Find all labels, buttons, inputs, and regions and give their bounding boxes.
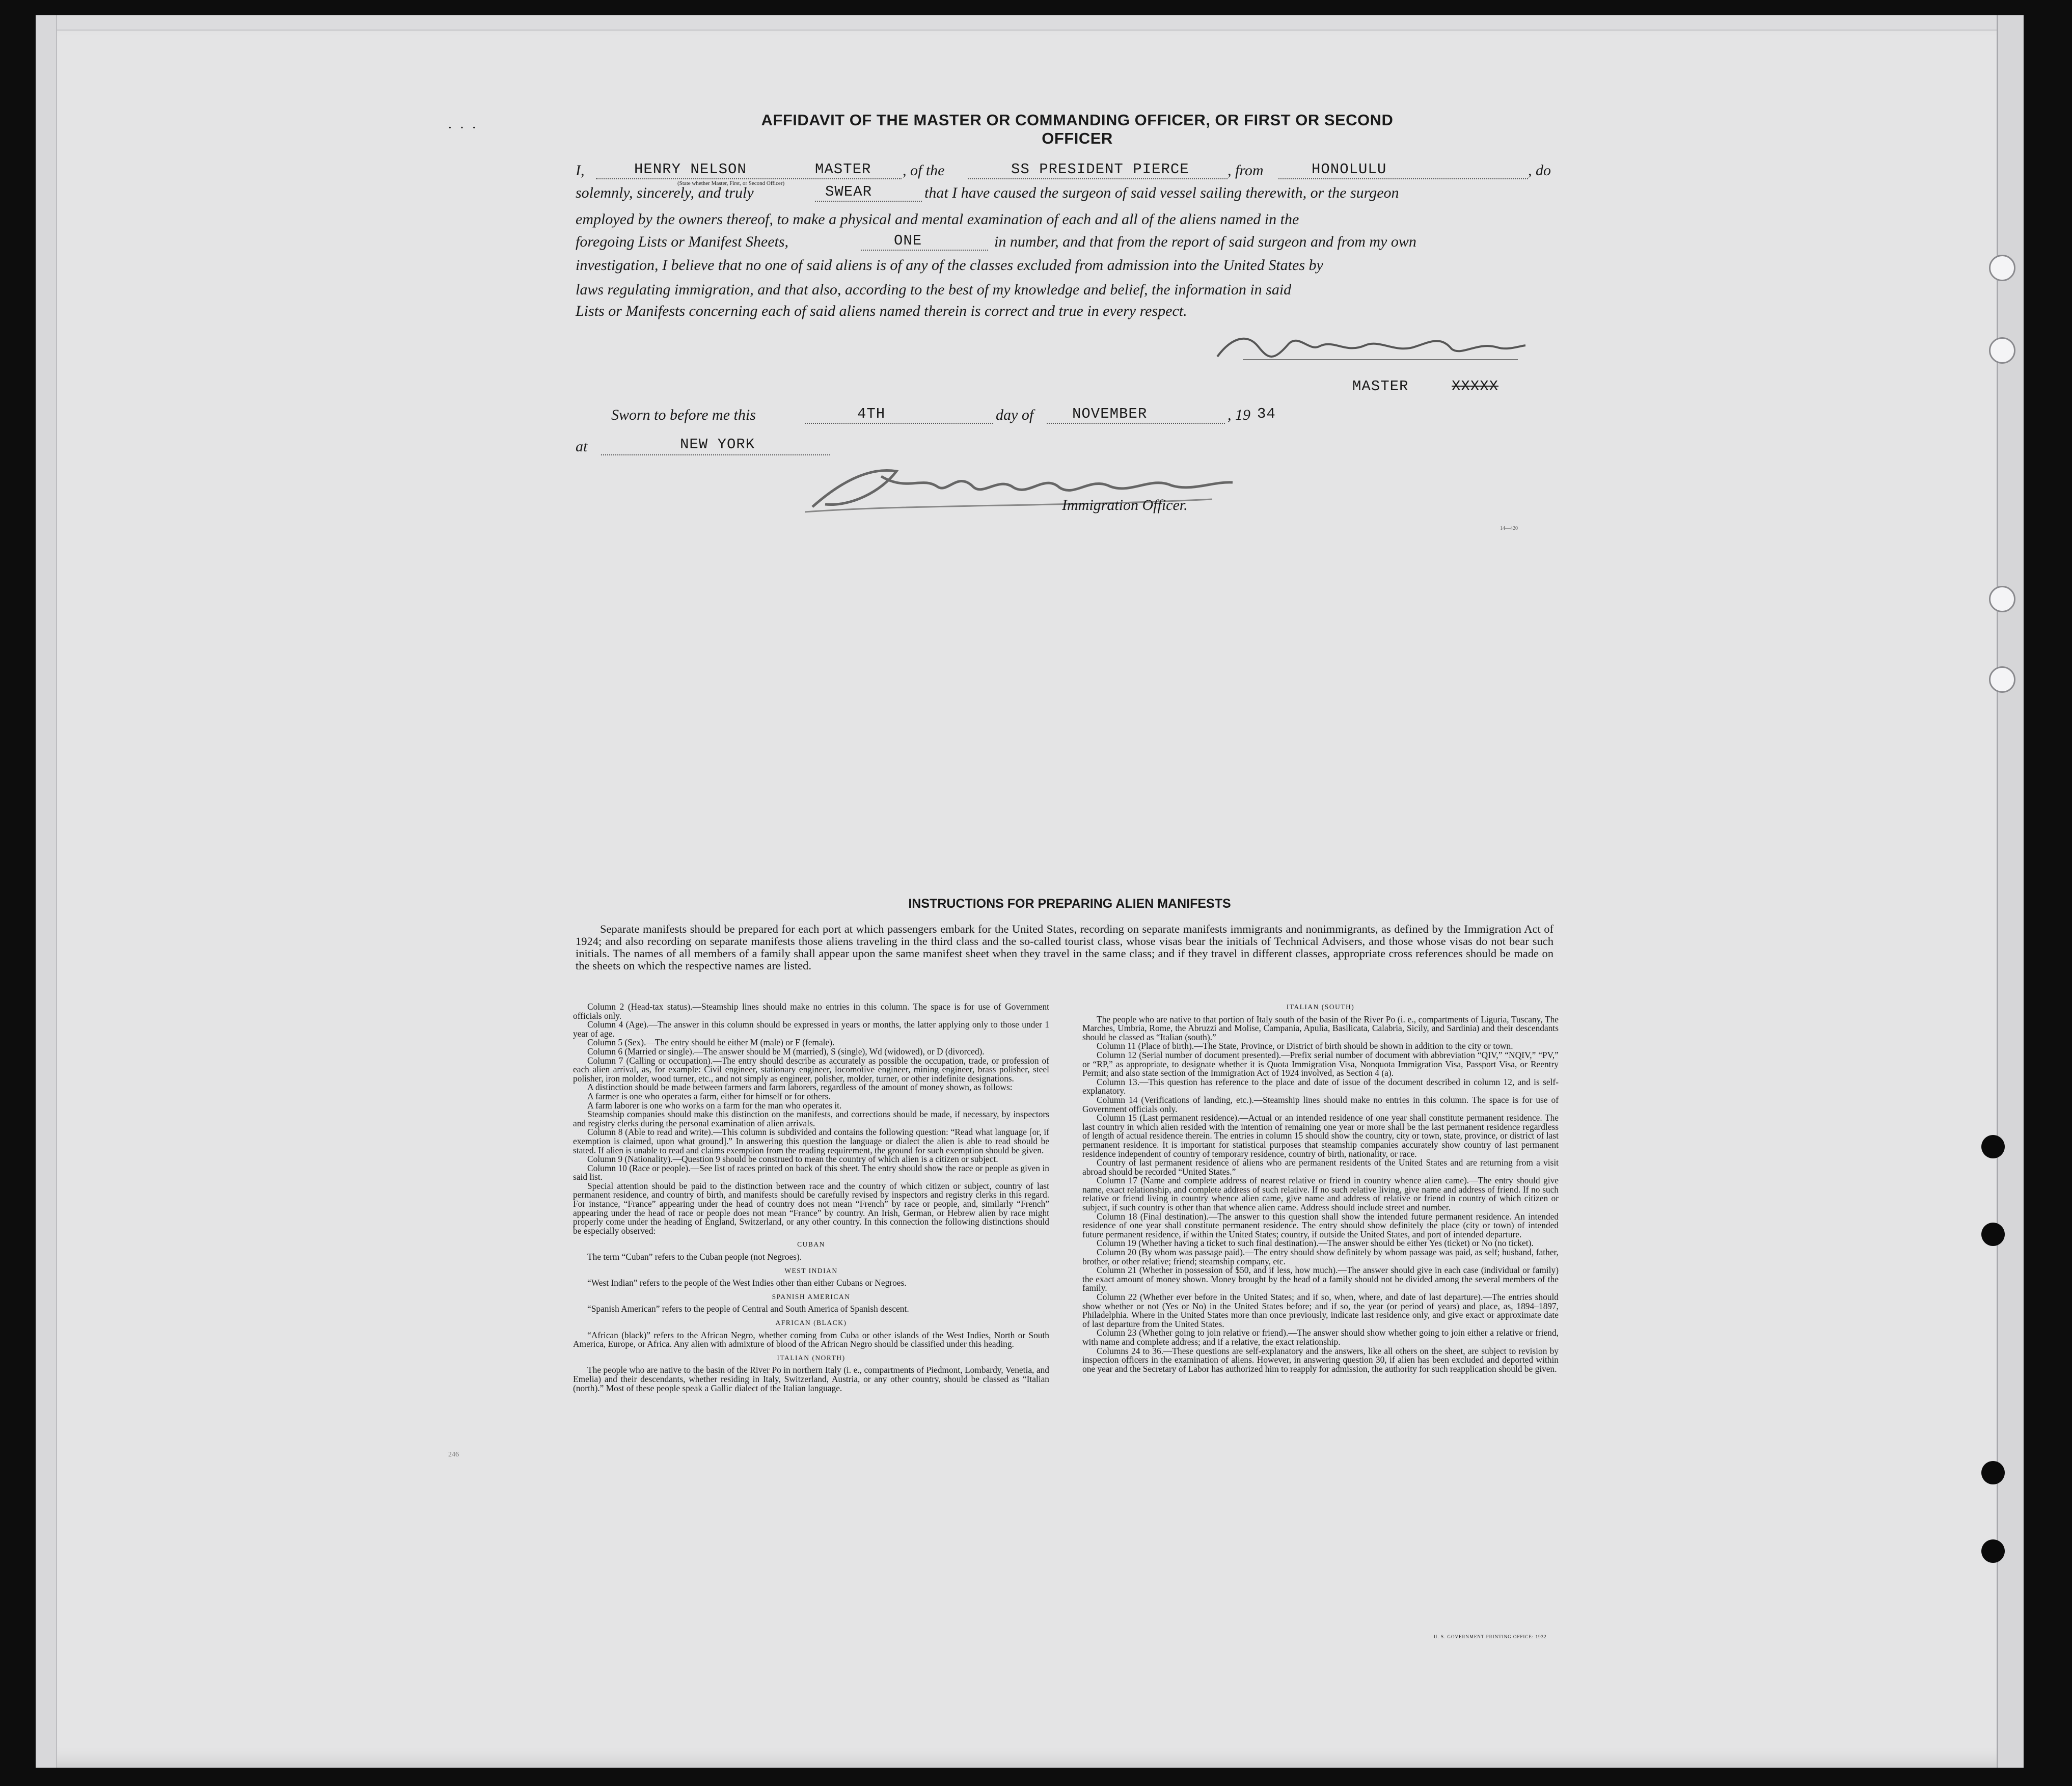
text-i: I, bbox=[576, 162, 585, 179]
instruction-paragraph: Column 20 (By whom was passage paid).—The entry should show definitely by whom passage was paid, as self; husband, father, brother, or other relative; friend; steamship company, etc. bbox=[1082, 1247, 1559, 1266]
instruction-paragraph: The people who are native to that portion of Italy south of the basin of the River Po (i. e., compartments of Liguria, Tuscany, The Marches, Umbria, Rome, the Abruzzi and Molise, Campania, Apulia, Basilicata, Calabria, Sicily, and Sardinia) and their descendants should be classed as “Italian (south).” bbox=[1082, 1014, 1559, 1042]
text-line7: Lists or Manifests concerning each of said aliens named therein is correct and true in every respect. bbox=[576, 303, 1187, 319]
instructions-right-column bbox=[1082, 1003, 1559, 1373]
instruction-paragraph: “Spanish American” refers to the people of Central and South America of Spanish descent. bbox=[587, 1304, 909, 1314]
instruction-paragraph: Column 4 (Age).—The answer in this column should be expressed in years or months, the latter applying only to those under 1 year of age. bbox=[573, 1019, 1049, 1039]
margin-note: 246 bbox=[448, 1451, 459, 1458]
sheet-count: ONE bbox=[894, 232, 922, 249]
instruction-paragraph: Steamship companies should make this distinction on the manifests, and corrections should be made, if necessary, by inspectors and registry clerks during the personal examination of alien arrivals. bbox=[573, 1109, 1049, 1128]
instruction-paragraph: “West Indian” refers to the people of the West Indies other than either Cubans or Negroes. bbox=[587, 1278, 907, 1288]
instruction-paragraph: Column 23 (Whether going to join relative or friend).—The answer should show whether going to join either a relative or friend, with name and complete address; and if a relative, the exact relationship. bbox=[1082, 1328, 1559, 1347]
page-edge-top bbox=[36, 15, 2022, 31]
instructions-left-column bbox=[573, 1003, 1049, 1393]
struck-title: XXXXX bbox=[1452, 378, 1499, 395]
text-sworn: Sworn to before me this bbox=[611, 407, 756, 423]
affidavit-title: AFFIDAVIT OF THE MASTER OR COMMANDING OFFICER, OR FIRST OR SECOND OFFICER bbox=[761, 111, 1394, 147]
text-line2: that I have caused the surgeon of said vessel sailing therewith, or the surgeon bbox=[924, 184, 1399, 201]
rule bbox=[861, 250, 988, 251]
section-heading-italian-south: ITALIAN (SOUTH) bbox=[1286, 1003, 1355, 1011]
instructions-intro: Separate manifests should be prepared for each port at which passengers embark for the United States, recording on separate manifests immigrants and nonimmigrants, as defined by the Immigration Act of 1924; and also recording on separate manifests those aliens traveling in the third class and the so-called tourist class, whose visas bear the initials of Technical Advisers, and those whose visas do not bear such initials. The names of all members of a family shall appear upon the same manifest sheet when they travel in the same class; and if they travel in different classes, appropriate cross references should be made on the sheets on which the respective names are listed. bbox=[576, 923, 1553, 972]
instruction-paragraph: Special attention should be paid to the distinction between race and the country of which citizen or subject, country of last permanent residence, and country of birth, and manifests should be carefully revised by inspectors and registry clerks in this regard. For instance, “France” appearing under the head of country does not mean “French” by race or people, and, similarly “French” appearing under the head of race or people does not mean “France” by country. An Irish, German, or Hebrew alien by race might properly come under the heading of England, Switzerland, or any other country. In this connection the following distinctions should be especially observed: bbox=[573, 1180, 1049, 1236]
punch-hole bbox=[1989, 337, 2015, 364]
instruction-paragraph: Column 8 (Able to read and write).—This column is subdivided and contains the following question: “Read what language [or, if exemption is claimed, upon what ground].” In answering this question the language or dialect the alien is able to read should be stated. If alien is unable to read and claims exemption from the reading requirement, the ground for such exemption should be given. bbox=[573, 1127, 1049, 1155]
punch-hole bbox=[1981, 1461, 2005, 1484]
rank-hint: (State whether Master, First, or Second Officer) bbox=[677, 180, 785, 186]
rule bbox=[601, 454, 830, 455]
text-line6: laws regulating immigration, and that also, according to the best of my knowledge and belief, the information in said bbox=[576, 281, 1292, 298]
sworn-day: 4TH bbox=[857, 405, 886, 422]
instruction-paragraph: A farm laborer is one who works on a farm for the man who operates it. bbox=[587, 1100, 842, 1111]
text-line3: employed by the owners thereof, to make a physical and mental examination of each and all of the aliens named in the bbox=[576, 211, 1299, 228]
officer-title: Immigration Officer. bbox=[1062, 497, 1188, 513]
rule bbox=[1047, 423, 1225, 424]
sworn-place: NEW YORK bbox=[680, 436, 755, 453]
rank: MASTER bbox=[815, 161, 871, 178]
punch-hole bbox=[1981, 1539, 2005, 1563]
master-signature bbox=[1212, 326, 1528, 367]
sworn-year: 34 bbox=[1257, 405, 1276, 422]
instruction-paragraph: “African (black)” refers to the African Negro, whether coming from Cuba or other islands of the West Indies, North or South America, Europe, or Africa. Any alien with admixture of blood of the African Negro should be classified under this heading. bbox=[573, 1330, 1049, 1349]
text-of-the: , of the bbox=[903, 162, 945, 179]
text-year-prefix: , 19 bbox=[1228, 407, 1250, 423]
instructions-title: INSTRUCTIONS FOR PREPARING ALIEN MANIFESTS bbox=[908, 897, 1231, 911]
document-page bbox=[36, 15, 2022, 1768]
text-line5: investigation, I believe that no one of said aliens is of any of the classes excluded from admission into the United States by bbox=[576, 257, 1323, 274]
text-line4b: in number, and that from the report of said surgeon and from my own bbox=[994, 233, 1416, 250]
instruction-paragraph: Column 12 (Serial number of document presented).—Prefix serial number of document with abbreviation “QIV,” “NQIV,” “PV,” or “RP,” as appropriate, to designate whether it is Quota Immigration Visa, Nonquota Immigration Visa, Passport Visa, or Reentry Permit; and also state section of the Immigration Act of 1924 involved, as Section 4 (a). bbox=[1082, 1049, 1559, 1078]
text-at: at bbox=[576, 438, 588, 455]
instruction-paragraph: A distinction should be made between farmers and farm laborers, regardless of the amount of money shown, as follows: bbox=[587, 1082, 1013, 1093]
instruction-paragraph: The term “Cuban” refers to the Cuban people (not Negroes). bbox=[587, 1252, 802, 1262]
punch-hole bbox=[1989, 586, 2015, 612]
text-from: , from bbox=[1228, 162, 1264, 179]
punch-hole bbox=[1981, 1135, 2005, 1158]
instruction-paragraph: Column 10 (Race or people).—See list of races printed on back of this sheet. The entry should show the race or people as given in said list. bbox=[573, 1162, 1049, 1182]
instruction-paragraph: Column 18 (Final destination).—The answer to this question shall show the intended future permanent residence. An intended residence of one year shall constitute permanent residence. The entry should show definitely the place (city or town) of intended future permanent residence, if within the United States; country, if outside the United States, and port of intended departure. bbox=[1082, 1211, 1559, 1239]
instruction-paragraph: Column 6 (Married or single).—The answer should be M (married), S (single), Wd (widowed), or D (divorced). bbox=[587, 1046, 985, 1057]
instruction-paragraph: Column 5 (Sex).—The entry should be either M (male) or F (female). bbox=[587, 1037, 835, 1048]
text-do: , do bbox=[1528, 162, 1551, 179]
instruction-paragraph: Column 22 (Whether ever before in the United States; and if so, when, where, and date of last departure).—The entries should show whether or not (Yes or No) in the United States before; and if so, the year (or period of years) and place, as, 1894–1897, Philadelphia. Where in the United States more than once previously, indicate last residence only, and give exact or approximate date of last departure from the United States. bbox=[1082, 1292, 1559, 1329]
signer-title: MASTER bbox=[1352, 378, 1409, 395]
section-heading-spanish-american: SPANISH AMERICAN bbox=[772, 1292, 851, 1301]
punch-hole bbox=[1981, 1223, 2005, 1246]
sworn-month: NOVEMBER bbox=[1072, 405, 1148, 422]
instruction-paragraph: Column 19 (Whether having a ticket to such final destination).—The answer should be either Yes (ticket) or No (no ticket). bbox=[1097, 1238, 1534, 1249]
rule bbox=[968, 178, 1228, 179]
instruction-paragraph: Column 21 (Whether in possession of $50, and if less, how much).—The answer should give in each case (individual or family) the exact amount of money shown. Money brought by the head of a family should not be divided among the several members of the family. bbox=[1082, 1265, 1559, 1293]
instruction-paragraph: Column 11 (Place of birth).—The State, Province, or District of birth should be shown in addition to the city or town. bbox=[1097, 1041, 1513, 1051]
text-solemnly: solemnly, sincerely, and truly bbox=[576, 184, 754, 201]
rule bbox=[815, 201, 922, 202]
section-heading-west-indian: WEST INDIAN bbox=[784, 1266, 838, 1275]
oath-type: SWEAR bbox=[825, 183, 873, 200]
rule bbox=[805, 423, 993, 424]
punch-hole bbox=[1989, 666, 2015, 693]
instruction-paragraph: Column 7 (Calling or occupation).—The entry should describe as accurately as possible the occupation, trade, or profession of each alien arrival, as, for example: Civil engineer, stationary engineer, locomotive engineer, mining engineer, brass polisher, steel polisher, iron molder, wood turner, etc., and not simply as engineer, polisher, molder, turner, or other indefinite designations. bbox=[573, 1055, 1049, 1084]
instruction-paragraph: Column 15 (Last permanent residence).—Actual or an intended residence of one year shall constitute permanent residence. The last country in which alien resided with the intention of remaining one year or more shall be the last permanent residence regardless of length of actual residence therein. The entries in column 15 should show the country, city or town, state, province, or district of last permanent residence. It is important for statistical purposes that steamship companies accurately show country of last permanent residence independent of country of temporary residence, country of birth, nationality, or race. bbox=[1082, 1113, 1559, 1159]
corner-mark: · · · bbox=[448, 122, 479, 133]
text-line4a: foregoing Lists or Manifest Sheets, bbox=[576, 233, 789, 250]
instruction-paragraph: Column 2 (Head-tax status).—Steamship lines should make no entries in this column. The space is for use of Government officials only. bbox=[573, 1002, 1049, 1021]
instruction-paragraph: Column 13.—This question has reference to the place and date of issue of the document described in column 12, and is self-explanatory. bbox=[1082, 1076, 1559, 1096]
printer-imprint: U. S. GOVERNMENT PRINTING OFFICE: 1932 bbox=[1434, 1634, 1547, 1639]
instruction-paragraph: A farmer is one who operates a farm, either for himself or for others. bbox=[587, 1091, 831, 1101]
instruction-paragraph: Columns 24 to 36.—These questions are self-explanatory and the answers, like all others on the sheet, are subject to revision by inspection officers in the examination of aliens. However, in answering question 30, if alien has been excluded and deported within one year and the Secretary of Labor has authorized him to reapply for admission, the authority for such reapplication should be given. bbox=[1082, 1345, 1559, 1374]
instruction-paragraph: Column 14 (Verifications of landing, etc.).—Steamship lines should make no entries in this column. The space is for use of Government officials only. bbox=[1082, 1094, 1559, 1114]
section-heading-cuban: CUBAN bbox=[797, 1240, 825, 1249]
vessel-name: SS PRESIDENT PIERCE bbox=[1011, 161, 1189, 178]
master-name: HENRY NELSON bbox=[634, 161, 747, 178]
instruction-paragraph: The people who are native to the basin of the River Po in northern Italy (i. e., compartments of Piedmont, Lombardy, Venetia, and Emelia) and their descendants, whether residing in Italy, Switzerland, Austria, or any other country, should be classed as “Italian (north).” Most of these people speak a Gallic dialect of the Italian language. bbox=[573, 1365, 1049, 1393]
page-edge-left bbox=[36, 15, 57, 1768]
rule bbox=[1278, 178, 1528, 179]
text-day-of: day of bbox=[996, 407, 1034, 423]
port-of-departure: HONOLULU bbox=[1312, 161, 1387, 178]
section-heading-italian-north: ITALIAN (NORTH) bbox=[777, 1354, 846, 1362]
instruction-paragraph: Column 17 (Name and complete address of nearest relative or friend in country whence alien came).—The entry should give name, exact relationship, and complete address of such relative. If no such relative living, give name and address of friend. If no such relative or friend living in country whence alien came, give name and address of relative or friend in country of which citizen or subject, if such country is other than that whence alien came. Address should include street and number. bbox=[1082, 1175, 1559, 1213]
instruction-paragraph: Column 9 (Nationality).—Question 9 should be construed to mean the country of which alien is a citizen or subject. bbox=[587, 1154, 998, 1165]
instruction-paragraph: Country of last permanent residence of aliens who are permanent residents of the United States and are returning from a visit abroad should be recorded “United States.” bbox=[1082, 1157, 1559, 1177]
section-heading-african: AFRICAN (BLACK) bbox=[775, 1319, 847, 1327]
form-code: 14—420 bbox=[1500, 526, 1518, 531]
punch-hole bbox=[1989, 255, 2015, 281]
rule bbox=[596, 178, 902, 179]
